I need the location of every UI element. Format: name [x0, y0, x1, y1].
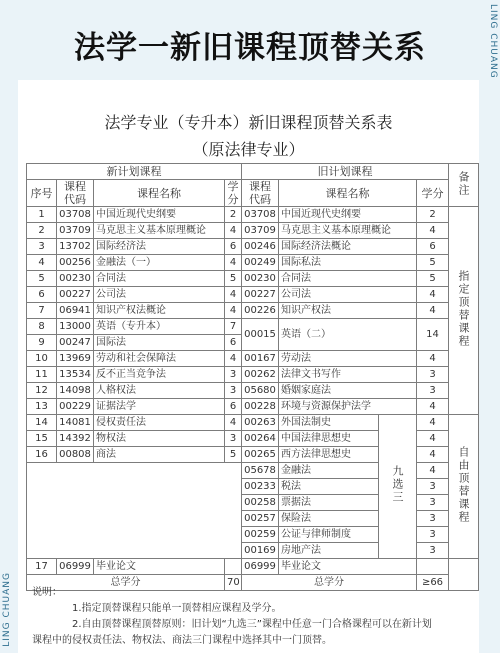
remark-header: 备注 [449, 164, 479, 207]
col-credit-new: 学分 [225, 180, 242, 207]
group-b-remark: 自由顶替课程 [449, 415, 479, 559]
table-row: 2 03709 马克思主义基本原理概论 4 03709 马克思主义基本原理概论 4 [27, 223, 479, 239]
note-2a: 2.自由顶替课程顶替原则：旧计划“九选三”课程中任意一门合格课程可以在新计划 [72, 619, 432, 630]
table-row: 7 06941 知识产权法概论 4 00226 知识产权法 4 [27, 303, 479, 319]
table-row: 12 14098 人格权法 3 05680 婚姻家庭法 3 [27, 383, 479, 399]
note-2b: 课程中的侵权责任法、物权法、商法三门课程中选择其中一门顶替。 [32, 635, 332, 646]
note-1: 1.指定顶替课程只能单一顶替相应课程及学分。 [72, 603, 282, 614]
col-seq: 序号 [27, 180, 57, 207]
thesis-row: 17 06999 毕业论文 06999 毕业论文 [27, 559, 479, 575]
table-row: 1 03708 中国近现代史纲要 2 03708 中国近现代史纲要 2 指定顶替课程 [27, 207, 479, 223]
table-row: 05678 金融法 4 [27, 463, 479, 479]
table-row: 11 13534 反不正当竞争法 3 00262 法律文书写作 3 [27, 367, 479, 383]
table-title: 法学专业（专升本）新旧课程顶替关系表 [104, 113, 393, 132]
table-row: 00258 票据法 3 [27, 495, 479, 511]
watermark-top: LING CHUANG [488, 4, 498, 79]
total-row: 总学分 70 总学分 ≥66 [27, 575, 479, 591]
table-row: 00233 税法 3 [27, 479, 479, 495]
table-row: 6 00227 公司法 4 00227 公司法 4 [27, 287, 479, 303]
document-page [18, 80, 479, 653]
watermark-bottom: LING CHUANG [2, 572, 12, 647]
table-row: 8 13000 英语（专升本） 7 00015 英语（二） 14 [27, 319, 479, 335]
table-row: 16 00808 商法 5 00265 西方法律思想史 4 [27, 447, 479, 463]
header-row-2 [27, 180, 479, 207]
table-row: 00259 公证与律师制度 3 [27, 527, 479, 543]
col-credit-old: 学分 [417, 180, 449, 207]
table-row: 9 00247 国际法 6 [27, 335, 479, 351]
table-row: 4 00256 金融法（一） 4 00249 国际私法 5 [27, 255, 479, 271]
old-plan-header: 旧计划课程 [242, 164, 449, 180]
table-row: 3 13702 国际经济法 6 00246 国际经济法概论 6 [27, 239, 479, 255]
header-row-1 [27, 164, 479, 180]
table-row: 00257 保险法 3 [27, 511, 479, 527]
col-old-code: 课程代码 [242, 180, 279, 207]
empty-new-block [27, 463, 242, 559]
new-plan-header: 新计划课程 [27, 164, 242, 180]
table-row: 14 14081 侵权责任法 4 00263 外国法制史 九选三 4 自由顶替课程 [27, 415, 479, 431]
main-title: 法学一新旧课程顶替关系 [74, 30, 426, 66]
col-code: 课程代码 [57, 180, 94, 207]
table-row: 00169 房地产法 3 [27, 543, 479, 559]
col-old-name: 课程名称 [279, 180, 417, 207]
notes-heading: 说明： [32, 587, 62, 598]
choice-three-of-nine: 九选三 [379, 415, 417, 559]
table-row: 13 00229 证据法学 6 00228 环境与资源保护法学 4 [27, 399, 479, 415]
table-subtitle: （原法律专业） [192, 140, 305, 159]
group-a-remark: 指定顶替课程 [449, 207, 479, 415]
table-row: 5 00230 合同法 5 00230 合同法 5 [27, 271, 479, 287]
col-name: 课程名称 [94, 180, 225, 207]
notes [32, 585, 472, 649]
course-table [26, 163, 479, 591]
table-row: 10 13969 劳动和社会保障法 4 00167 劳动法 4 [27, 351, 479, 367]
table-row: 15 14392 物权法 3 00264 中国法律思想史 4 [27, 431, 479, 447]
